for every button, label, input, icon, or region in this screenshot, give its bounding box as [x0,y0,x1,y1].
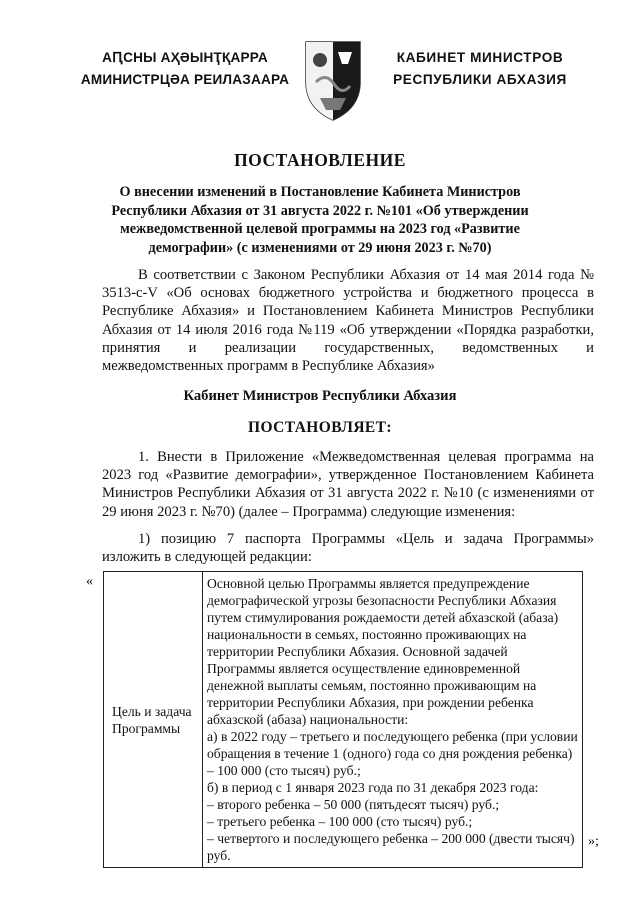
table-text-line: – второго ребенка – 50 000 (пятьдесят тысяч) руб.; [207,797,500,812]
table-text-line: – третьего ребенка – 100 000 (сто тысяч) руб.; [207,814,473,829]
header-left-line1: АԤСНЫ АҲӘЫНҬҚАРРА [102,50,268,65]
program-table [103,571,583,868]
header-left-line2: АМИНИСТРЦӘА РЕИЛАЗААРА [80,72,290,87]
header-left [80,47,290,91]
document-subject: О внесении изменений в Постановление Кабинета Министров Республики Абхазия от 31 августа 2022 г. №101 «Об утверждении межведомственной целевой программы на 2023 год «Развитие демографии» (с изменениями от 29 июня 2023 г. №70) [111,184,529,256]
table-text-line: б) в период с 1 января 2023 года по 31 декабря 2023 года: [207,780,539,795]
resolves-heading: ПОСТАНОВЛЯЕТ: [248,419,392,436]
issuer-line: Кабинет Министров Республики Абхазия [183,388,457,404]
item-1-paragraph: 1. Внести в Приложение «Межведомственная целевая программа на 2023 год «Развитие демографии», утвержденное Постановлением Кабинета Министров Республики Абхазия от 31 августа 2022 г. №10 (с изменениями от 29 июня 2023 г. №70) (далее – Программа) следующие изменения: [102,449,594,520]
header-right [380,47,580,91]
item-1-1-paragraph: 1) позицию 7 паспорта Программы «Цель и задача Программы» изложить в следующей редакции: [102,531,594,566]
closing-quote: »; [588,834,599,849]
table-text-cell [203,572,583,868]
opening-quote: « [86,574,93,589]
table-text-line: – четвертого и последующего ребенка – 200 000 (двести тысяч) руб. [207,831,575,863]
header-right-line1: КАБИНЕТ МИНИСТРОВ [396,50,564,65]
header-right-line2: РЕСПУБЛИКИ АБХАЗИЯ [393,72,567,87]
table-label-cell: Цель и задача Программы [104,572,203,868]
table-row [104,572,583,868]
preamble-paragraph: В соответствии с Законом Республики Абхазия от 14 мая 2014 года № 3513-с-V «Об основах бюджетного устройства и бюджетного процесса в Республике Абхазия» и Постановлением Кабинета Министров Республики Абхазия от 14 июля 2016 года №119 «Об утверждении «Порядка разработки, принятия и реализации государственных, ведомственных и межведомственных программ в Республике Абхазия» [102,267,594,375]
document-title: ПОСТАНОВЛЕНИЕ [234,150,406,170]
table-text-line: Основной целью Программы является предупреждение демографической угрозы безопасности Республики Абхазия путем стимулирования рождаемости детей абхазской (абаза) национальности в семьях, постоянно проживающих на территории Республики Абхазия. Основной задачей Программы является осуществление единовременной денежной выплаты семьям, постоянно проживающим на территории Республики Абхазия, при рождении ребенка абхазской (абаза) национальности: [207,576,559,727]
table-text-line: а) в 2022 году – третьего и последующего ребенка (при условии обращения в течение 1 (одного) года со дня рождения ребенка) – 100 000 (сто тысяч) руб.; [207,729,578,778]
coat-of-arms-icon [300,38,366,122]
